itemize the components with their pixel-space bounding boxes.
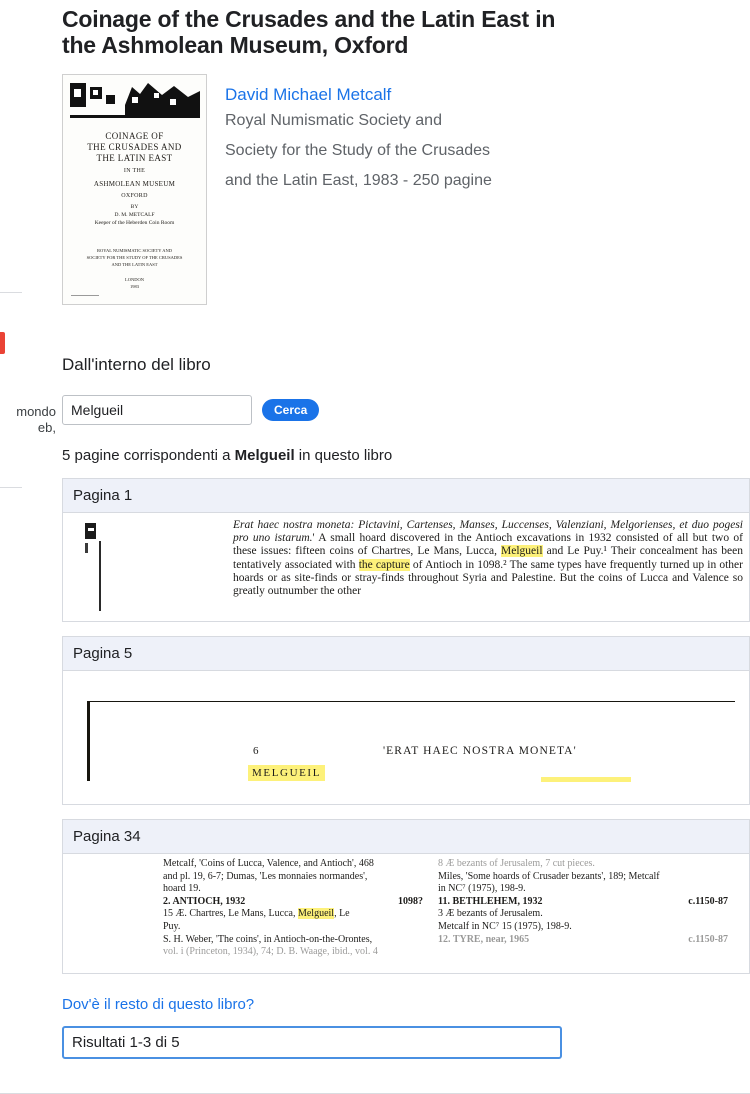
search-row xyxy=(62,395,750,425)
entry-body-line-2: Metcalf in NC⁷ 15 (1975), 198-9. xyxy=(438,920,572,932)
ref-line-3: in NC⁷ (1975), 198-9. xyxy=(438,883,526,895)
snippet-highlight-term: Melgueil xyxy=(297,908,335,920)
snippet-text-part-3: and Le Puy.¹ Their concealment has been tentatively associated with xyxy=(233,545,743,571)
gutter-divider-top xyxy=(0,292,22,293)
page-title: Coinage of the Crusades and the Latin East in the Ashmolean Museum, Oxford xyxy=(62,6,556,58)
entry-body-line-1: 3 Æ bezants of Jerusalem. xyxy=(438,908,543,920)
cover-base-rule xyxy=(71,295,99,296)
snippet-page-label: Pagina 1 xyxy=(63,479,749,513)
entry-body-line-2: Puy. xyxy=(163,920,181,932)
gutter-text-line-2: eb, xyxy=(37,420,56,435)
cover-publisher-block xyxy=(63,247,206,290)
page-scan-icon xyxy=(77,519,132,619)
running-head: 'ERAT HAEC NOSTRA MONETA' xyxy=(383,745,577,757)
cover-title-line-2: THE CRUSADES AND xyxy=(87,142,182,152)
entry-heading-date: 1098? xyxy=(398,895,423,907)
cover-title-line-5: ASHMOLEAN MUSEUM xyxy=(93,180,176,188)
scan-rule-left xyxy=(87,701,90,781)
cover-title-line-6: OXFORD xyxy=(121,193,148,199)
cover-year: 1983 xyxy=(130,284,139,289)
page-folio-number: 6 xyxy=(253,745,259,757)
entry-heading-text: 2. ANTIOCH, 1932 xyxy=(163,895,246,907)
inside-book-heading: Dall'interno del libro xyxy=(62,355,211,374)
author-link[interactable]: David Michael Metcalf xyxy=(225,85,392,104)
snippet-page-label: Pagina 5 xyxy=(63,637,749,671)
snippet-highlight-underline xyxy=(541,777,631,782)
snippet-image[interactable] xyxy=(63,854,749,973)
cover-author-block xyxy=(63,203,206,227)
results-pager[interactable] xyxy=(62,1026,562,1059)
cover-city: LONDON xyxy=(125,277,144,282)
scan-rule-top xyxy=(87,701,735,702)
gutter-divider-bottom xyxy=(0,487,22,488)
cover-publisher-1: ROYAL NUMISMATIC SOCIETY AND xyxy=(96,248,173,253)
entry-body-line-1 xyxy=(163,908,423,921)
publisher-line-1: Royal Numismatic Society and xyxy=(225,112,442,129)
main-content xyxy=(62,0,750,1059)
snippet-highlight-term: MELGUEIL xyxy=(248,765,325,781)
cover-author: D. M. METCALF xyxy=(114,212,155,218)
entry-heading xyxy=(163,896,423,909)
cover-author-role: Keeper of the Heberden Coin Room xyxy=(94,220,175,226)
entry-heading-text: 11. BETHLEHEM, 1932 xyxy=(438,895,543,907)
results-count-term: Melgueil xyxy=(234,447,295,464)
search-input[interactable] xyxy=(62,395,252,425)
cover-title-line-3: THE LATIN EAST xyxy=(96,153,173,163)
snippet-result[interactable] xyxy=(62,819,750,974)
snippet-text-part-4: of Antioch in 1098.² The same types have frequently turned up in other hoards or as site-finds or stray-finds throughout Syria and Palestine. But the coins of Lucca and Valence so greatly outnumber the other xyxy=(233,558,743,598)
snippet-result[interactable] xyxy=(62,636,750,805)
ref-line-1: 8 Æ bezants of Jerusalem, 7 cut pieces. xyxy=(438,858,595,869)
entry-heading xyxy=(438,896,728,909)
results-count-prefix: 5 pagine corrispondenti a xyxy=(62,447,235,464)
book-metadata xyxy=(225,74,492,305)
entry-heading-date: c.1150-87 xyxy=(688,895,728,907)
book-summary xyxy=(62,74,750,305)
snippet-column-right xyxy=(438,858,728,946)
snippet-highlight-term: Melgueil xyxy=(501,545,543,558)
entry-heading-2 xyxy=(438,934,728,947)
cover-publisher-2: SOCIETY FOR THE STUDY OF THE CRUSADES xyxy=(86,255,183,260)
entry-body-text: 15 Æ. Chartres, Le Mans, Lucca, xyxy=(163,908,298,920)
snippet-text-part-2: ' A small hoard discovered in the Antioch excavations in 1932 consisted of all but two of these issues: fifteen coins of Chartres, Le Mans, Lucca, xyxy=(233,532,743,558)
cover-publisher-3: AND THE LATIN EAST xyxy=(111,262,158,267)
rest-of-book-link[interactable]: Dov'è il resto di questo libro? xyxy=(62,996,255,1013)
results-count xyxy=(62,447,750,464)
search-button[interactable]: Cerca xyxy=(262,399,319,421)
entry-heading-2-date: c.1150-87 xyxy=(688,933,728,945)
results-count-suffix: in questo libro xyxy=(294,447,393,464)
snippet-text-italic: Erat haec nostra moneta: Pictavini, Cartenses, Manses, Luccenses, Valenziani, Melgorienses, et duo pogesi pro uno istarum. xyxy=(233,519,743,545)
snippet-page-label: Pagina 34 xyxy=(63,820,749,854)
snippet-image[interactable] xyxy=(63,513,749,621)
snippet-highlight-secondary: the capture xyxy=(358,558,410,571)
ref-line-3: hoard 19. xyxy=(163,883,201,895)
snippet-text xyxy=(233,519,743,598)
cover-title-line-1: COINAGE OF xyxy=(105,131,164,141)
cover-title-block xyxy=(63,131,206,201)
entry-source-line-1: S. H. Weber, 'The coins', in Antioch-on-the-Orontes, xyxy=(163,933,373,945)
entry-body-text-end: , Le xyxy=(334,908,350,920)
snippet-result[interactable] xyxy=(62,478,750,622)
snippet-image[interactable] xyxy=(63,671,749,804)
cover-title-line-4: IN THE xyxy=(123,168,146,174)
gutter-text-line-1: mondo xyxy=(16,404,56,419)
ref-line-2: Miles, 'Some hoards of Crusader bezants', 189; Metcalf xyxy=(438,870,660,882)
cover-by: BY xyxy=(130,204,139,210)
snippet-column-left xyxy=(163,858,423,959)
book-cover[interactable] xyxy=(62,74,207,305)
results-pager-label: Risultati 1-3 di 5 xyxy=(72,1034,180,1051)
publisher-line-2: Society for the Study of the Crusades xyxy=(225,142,491,159)
publisher-line-3: and the Latin East, 1983 - 250 pagine xyxy=(225,172,492,189)
entry-source-line-2: vol. i (Princeton, 1934), 74; D. B. Waage, ibid., vol. 4 xyxy=(163,946,378,958)
ref-line-2: and pl. 19, 6-7; Dumas, 'Les monnaies normandes', xyxy=(163,870,368,882)
cover-artwork-icon xyxy=(70,81,200,123)
entry-heading-2-text: 12. TYRE, near, 1965 xyxy=(438,933,530,945)
gutter-red-marker xyxy=(0,332,5,354)
ref-line-1: Metcalf, 'Coins of Lucca, Valence, and Antioch', 468 xyxy=(163,858,374,869)
